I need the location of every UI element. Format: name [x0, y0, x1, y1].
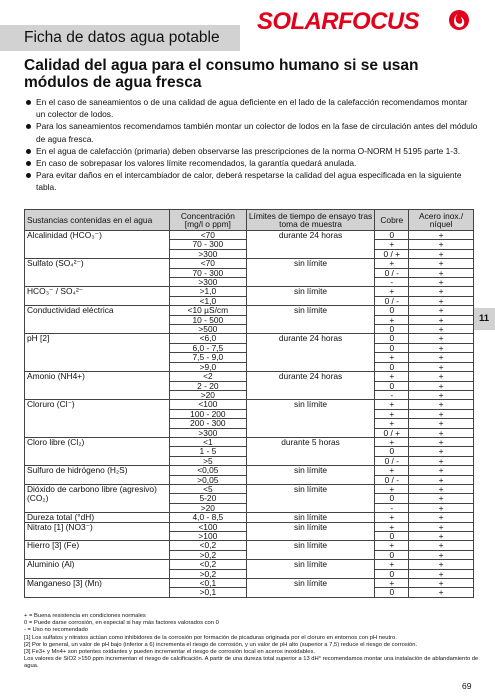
- copper-cell: +: [375, 484, 409, 493]
- concentration-cell: <70: [169, 231, 246, 240]
- substance-cell: [25, 447, 170, 456]
- header-stainless: Acero inox./ níquel: [409, 210, 474, 231]
- copper-cell: 0 / +: [375, 428, 409, 437]
- table-row: [25, 532, 474, 541]
- concentration-cell: <0,2: [169, 541, 246, 550]
- copper-cell: 0 / -: [375, 268, 409, 277]
- stainless-cell: +: [409, 513, 474, 522]
- table-row: [25, 315, 474, 324]
- stainless-cell: +: [409, 240, 474, 249]
- limit-time-cell: durante 24 horas: [246, 334, 375, 343]
- concentration-cell: <70: [169, 259, 246, 268]
- page-heading: Calidad del agua para el consumo humano si se usan módulos de agua fresca: [24, 57, 419, 91]
- substance-cell: Nitrato [1] (NO3⁻): [25, 522, 170, 531]
- substance-cell: [25, 240, 170, 249]
- stainless-cell: +: [409, 541, 474, 550]
- stainless-cell: +: [409, 325, 474, 334]
- copper-cell: 0 / -: [375, 456, 409, 465]
- footnote: [1] Los sulfatos y nitratos actúan como inhibidores de la corrosión por formación de picaduras originada por el cloruro en entornos con pH neutro.: [24, 634, 397, 641]
- limit-time-cell: [246, 419, 375, 428]
- copper-cell: -: [375, 278, 409, 287]
- table-row: [25, 325, 474, 334]
- copper-cell: +: [375, 287, 409, 296]
- substance-cell: Sulfato (SO₄²⁻): [25, 259, 170, 268]
- table-row: [25, 259, 474, 268]
- stainless-cell: +: [409, 390, 474, 399]
- concentration-cell: <100: [169, 522, 246, 531]
- table-header-row: [25, 210, 474, 231]
- concentration-cell: <6,0: [169, 334, 246, 343]
- table-row: [25, 513, 474, 522]
- footnote: - = Uso no recomendado: [24, 627, 88, 634]
- footnote: + = Buena resistencia en condiciones normales: [24, 613, 146, 619]
- concentration-cell: >1,0: [169, 287, 246, 296]
- table-row: [25, 381, 474, 390]
- copper-cell: +: [375, 541, 409, 550]
- table-row: [25, 588, 474, 597]
- stainless-cell: +: [409, 231, 474, 240]
- table-row: [25, 372, 474, 381]
- limit-time-cell: sin límite: [246, 579, 375, 588]
- concentration-cell: <100: [169, 400, 246, 409]
- limit-time-cell: [246, 409, 375, 418]
- stainless-cell: +: [409, 588, 474, 597]
- table-row: [25, 231, 474, 240]
- limit-time-cell: [246, 268, 375, 277]
- limit-time-cell: durante 24 horas: [246, 231, 375, 240]
- copper-cell: 0: [375, 588, 409, 597]
- stainless-cell: +: [409, 484, 474, 493]
- copper-cell: -: [375, 503, 409, 512]
- copper-cell: 0 / -: [375, 296, 409, 305]
- concentration-cell: >20: [169, 390, 246, 399]
- limit-time-cell: sin límite: [246, 484, 375, 493]
- stainless-cell: +: [409, 456, 474, 465]
- concentration-cell: >0,1: [169, 588, 246, 597]
- concentration-cell: 70 - 300: [169, 268, 246, 277]
- table-row: [25, 362, 474, 371]
- concentration-cell: 4,0 - 8,5: [169, 513, 246, 522]
- section-title: Ficha de datos agua potable: [24, 29, 220, 46]
- concentration-cell: 1 - 5: [169, 447, 246, 456]
- substance-cell: [25, 268, 170, 277]
- stainless-cell: +: [409, 400, 474, 409]
- brand-logo: SOLARFOCUS: [257, 8, 420, 35]
- concentration-cell: <5: [169, 484, 246, 493]
- table-row: [25, 334, 474, 343]
- stainless-cell: +: [409, 362, 474, 371]
- copper-cell: 0: [375, 325, 409, 334]
- limit-time-cell: sin límite: [246, 560, 375, 569]
- page-number: 69: [462, 681, 472, 691]
- concentration-cell: <1: [169, 437, 246, 446]
- limit-time-cell: sin límite: [246, 259, 375, 268]
- concentration-cell: >300: [169, 249, 246, 258]
- copper-cell: +: [375, 419, 409, 428]
- table-row: [25, 409, 474, 418]
- footnote: Los valores de SiO2 >150 ppm incrementan el riesgo de calcificación. A partir de una dureza total superior a 13 dH° recomendamos montar una instalación de ablandamiento de agua.: [24, 656, 479, 670]
- table-row: [25, 541, 474, 550]
- table-row: [25, 466, 474, 475]
- limit-time-cell: durante 5 horas: [246, 437, 375, 446]
- recommendation-list: [24, 96, 479, 194]
- concentration-cell: 100 - 200: [169, 409, 246, 418]
- header-substance: Sustancias contenidas en el agua: [25, 210, 170, 231]
- substance-cell: [25, 409, 170, 418]
- stainless-cell: +: [409, 494, 474, 503]
- footnote: [2] Por lo general, un valor de pH bajo (inferior a 6) incrementa el riesgo de corrosión, y un valor de pH alto (superior a 7,5) reduce el riesgo de corrosión.: [24, 641, 418, 648]
- copper-cell: 0: [375, 343, 409, 352]
- footnote: [3] Fe3+ y Mn4+ son potentes oxidantes y pueden incrementar el riesgo de corrosión local en aceros inoxidables.: [24, 649, 315, 656]
- concentration-cell: 70 - 300: [169, 240, 246, 249]
- substance-cell: [25, 419, 170, 428]
- substance-cell: Dureza total (°dH): [25, 513, 170, 522]
- concentration-cell: 10 - 500: [169, 315, 246, 324]
- header-concentration: Concentración [mg/l o ppm]: [169, 210, 246, 231]
- stainless-cell: +: [409, 259, 474, 268]
- substance-cell: Sulfuro de hidrógeno (H₂S): [25, 466, 170, 475]
- copper-cell: 0: [375, 447, 409, 456]
- limit-time-cell: [246, 343, 375, 352]
- table-row: [25, 419, 474, 428]
- limit-time-cell: [246, 353, 375, 362]
- stainless-cell: +: [409, 334, 474, 343]
- table-row: [25, 400, 474, 409]
- stainless-cell: +: [409, 409, 474, 418]
- concentration-cell: 7,5 - 9,0: [169, 353, 246, 362]
- copper-cell: +: [375, 522, 409, 531]
- limit-time-cell: sin límite: [246, 400, 375, 409]
- substance-cell: Manganeso [3] (Mn): [25, 579, 170, 588]
- bullet-item: Para los saneamientos recomendamos también montar un colector de lodos en la fase de circulación antes del módulo de agua fresca.: [24, 120, 479, 144]
- stainless-cell: +: [409, 287, 474, 296]
- table-row: [25, 278, 474, 287]
- bullet-item: Para evitar daños en el intercambiador de calor, deberá respetarse la calidad del agua especificada en la siguiente tabla.: [24, 169, 479, 193]
- copper-cell: 0: [375, 362, 409, 371]
- substance-cell: pH [2]: [25, 334, 170, 343]
- concentration-cell: 2 - 20: [169, 381, 246, 390]
- stainless-cell: +: [409, 550, 474, 559]
- table-row: [25, 428, 474, 437]
- bullet-item: En el caso de saneamientos o de una calidad de agua deficiente en el lado de la calefacción recomendamos montar un colector de lodos.: [24, 96, 479, 120]
- substance-cell: [25, 315, 170, 324]
- table-row: [25, 494, 474, 503]
- copper-cell: +: [375, 353, 409, 362]
- copper-cell: 0: [375, 569, 409, 578]
- stainless-cell: +: [409, 522, 474, 531]
- limit-time-cell: sin límite: [246, 541, 375, 550]
- table-row: [25, 306, 474, 315]
- stainless-cell: +: [409, 475, 474, 484]
- copper-cell: 0: [375, 532, 409, 541]
- copper-cell: +: [375, 400, 409, 409]
- chapter-tab: 11: [473, 308, 495, 330]
- limit-time-cell: [246, 588, 375, 597]
- stainless-cell: +: [409, 306, 474, 315]
- concentration-cell: <0,05: [169, 466, 246, 475]
- copper-cell: 0: [375, 494, 409, 503]
- limit-time-cell: [246, 315, 375, 324]
- concentration-cell: 200 - 300: [169, 419, 246, 428]
- stainless-cell: +: [409, 579, 474, 588]
- concentration-cell: >500: [169, 325, 246, 334]
- substance-cell: Cloruro (Cl⁻): [25, 400, 170, 409]
- copper-cell: 0: [375, 550, 409, 559]
- copper-cell: +: [375, 315, 409, 324]
- copper-cell: +: [375, 409, 409, 418]
- copper-cell: 0 / -: [375, 475, 409, 484]
- limit-time-cell: sin límite: [246, 287, 375, 296]
- concentration-cell: <0,1: [169, 579, 246, 588]
- limit-time-cell: sin límite: [246, 522, 375, 531]
- copper-cell: +: [375, 259, 409, 268]
- concentration-cell: 6,0 - 7,5: [169, 343, 246, 352]
- table-row: [25, 249, 474, 258]
- concentration-cell: <1,0: [169, 296, 246, 305]
- copper-cell: +: [375, 437, 409, 446]
- substance-cell: HCO₃⁻ / SO₄²⁻: [25, 287, 170, 296]
- table-row: [25, 240, 474, 249]
- stainless-cell: +: [409, 278, 474, 287]
- copper-cell: 0: [375, 231, 409, 240]
- substance-cell: Hierro [3] (Fe): [25, 541, 170, 550]
- concentration-cell: >0,2: [169, 550, 246, 559]
- stainless-cell: +: [409, 503, 474, 512]
- copper-cell: +: [375, 240, 409, 249]
- stainless-cell: +: [409, 437, 474, 446]
- limit-time-cell: [246, 381, 375, 390]
- table-row: [25, 437, 474, 446]
- concentration-cell: >0,05: [169, 475, 246, 484]
- copper-cell: +: [375, 579, 409, 588]
- table-row: [25, 353, 474, 362]
- stainless-cell: +: [409, 296, 474, 305]
- stainless-cell: +: [409, 249, 474, 258]
- stainless-cell: +: [409, 372, 474, 381]
- substance-cell: [25, 343, 170, 352]
- substance-cell: Aluminio (Al): [25, 560, 170, 569]
- stainless-cell: +: [409, 569, 474, 578]
- table-row: [25, 390, 474, 399]
- concentration-cell: >9,0: [169, 362, 246, 371]
- concentration-cell: <2: [169, 372, 246, 381]
- copper-cell: +: [375, 372, 409, 381]
- table-row: [25, 268, 474, 277]
- limit-time-cell: [246, 494, 375, 503]
- concentration-cell: >5: [169, 456, 246, 465]
- stainless-cell: +: [409, 315, 474, 324]
- concentration-cell: >100: [169, 532, 246, 541]
- table-row: [25, 550, 474, 559]
- stainless-cell: +: [409, 268, 474, 277]
- footnotes: [24, 613, 479, 671]
- stainless-cell: +: [409, 532, 474, 541]
- concentration-cell: >0,2: [169, 569, 246, 578]
- substance-cell: Amonio (NH4+): [25, 372, 170, 381]
- substance-cell: Conductividad eléctrica: [25, 306, 170, 315]
- concentration-cell: <10 µS/cm: [169, 306, 246, 315]
- table-row: [25, 447, 474, 456]
- stainless-cell: +: [409, 466, 474, 475]
- flame-sun-icon: [448, 9, 470, 31]
- bullet-item: En el agua de calefacción (primaria) deben observarse las prescripciones de la norma O-NORM H 5195 parte 1-3.: [24, 145, 479, 157]
- header-limit-times: Límites de tiempo de ensayo tras toma de muestra: [246, 210, 375, 231]
- copper-cell: +: [375, 466, 409, 475]
- concentration-cell: >300: [169, 278, 246, 287]
- stainless-cell: +: [409, 343, 474, 352]
- stainless-cell: +: [409, 428, 474, 437]
- substance-cell: [25, 381, 170, 390]
- limit-time-cell: sin límite: [246, 513, 375, 522]
- copper-cell: -: [375, 390, 409, 399]
- copper-cell: +: [375, 560, 409, 569]
- stainless-cell: +: [409, 447, 474, 456]
- concentration-cell: 5-20: [169, 494, 246, 503]
- footnote: 0 = Puede darse corrosión, en especial si hay más factores valorados con 0: [24, 620, 219, 627]
- copper-cell: 0: [375, 306, 409, 315]
- substance-cell: [25, 588, 170, 597]
- substance-cell: Alcalinidad (HCO₃⁻): [25, 231, 170, 240]
- stainless-cell: +: [409, 381, 474, 390]
- limit-time-cell: [246, 240, 375, 249]
- limit-time-cell: [246, 447, 375, 456]
- table-row: [25, 579, 474, 588]
- copper-cell: 0: [375, 334, 409, 343]
- substance-cell: Dióxido de carbono libre (agresivo): [25, 484, 170, 493]
- copper-cell: 0: [375, 381, 409, 390]
- concentration-cell: >300: [169, 428, 246, 437]
- limit-time-cell: sin límite: [246, 466, 375, 475]
- substance-cell: Cloro libre (Cl₂): [25, 437, 170, 446]
- concentration-cell: <0,2: [169, 560, 246, 569]
- table-row: [25, 343, 474, 352]
- copper-cell: 0 / +: [375, 249, 409, 258]
- stainless-cell: +: [409, 353, 474, 362]
- substance-cell: [25, 353, 170, 362]
- table-row: [25, 484, 474, 493]
- table-row: [25, 522, 474, 531]
- water-quality-table: [24, 209, 474, 598]
- substance-cell: (CO₂): [25, 494, 170, 503]
- table-row: [25, 287, 474, 296]
- stainless-cell: +: [409, 419, 474, 428]
- copper-cell: +: [375, 513, 409, 522]
- concentration-cell: >20: [169, 503, 246, 512]
- bullet-item: En caso de sobrepasar los valores límite recomendados, la garantía quedará anulada.: [24, 157, 479, 169]
- table-row: [25, 560, 474, 569]
- stainless-cell: +: [409, 560, 474, 569]
- limit-time-cell: sin límite: [246, 306, 375, 315]
- header-copper: Cobre: [375, 210, 409, 231]
- limit-time-cell: durante 24 horas: [246, 372, 375, 381]
